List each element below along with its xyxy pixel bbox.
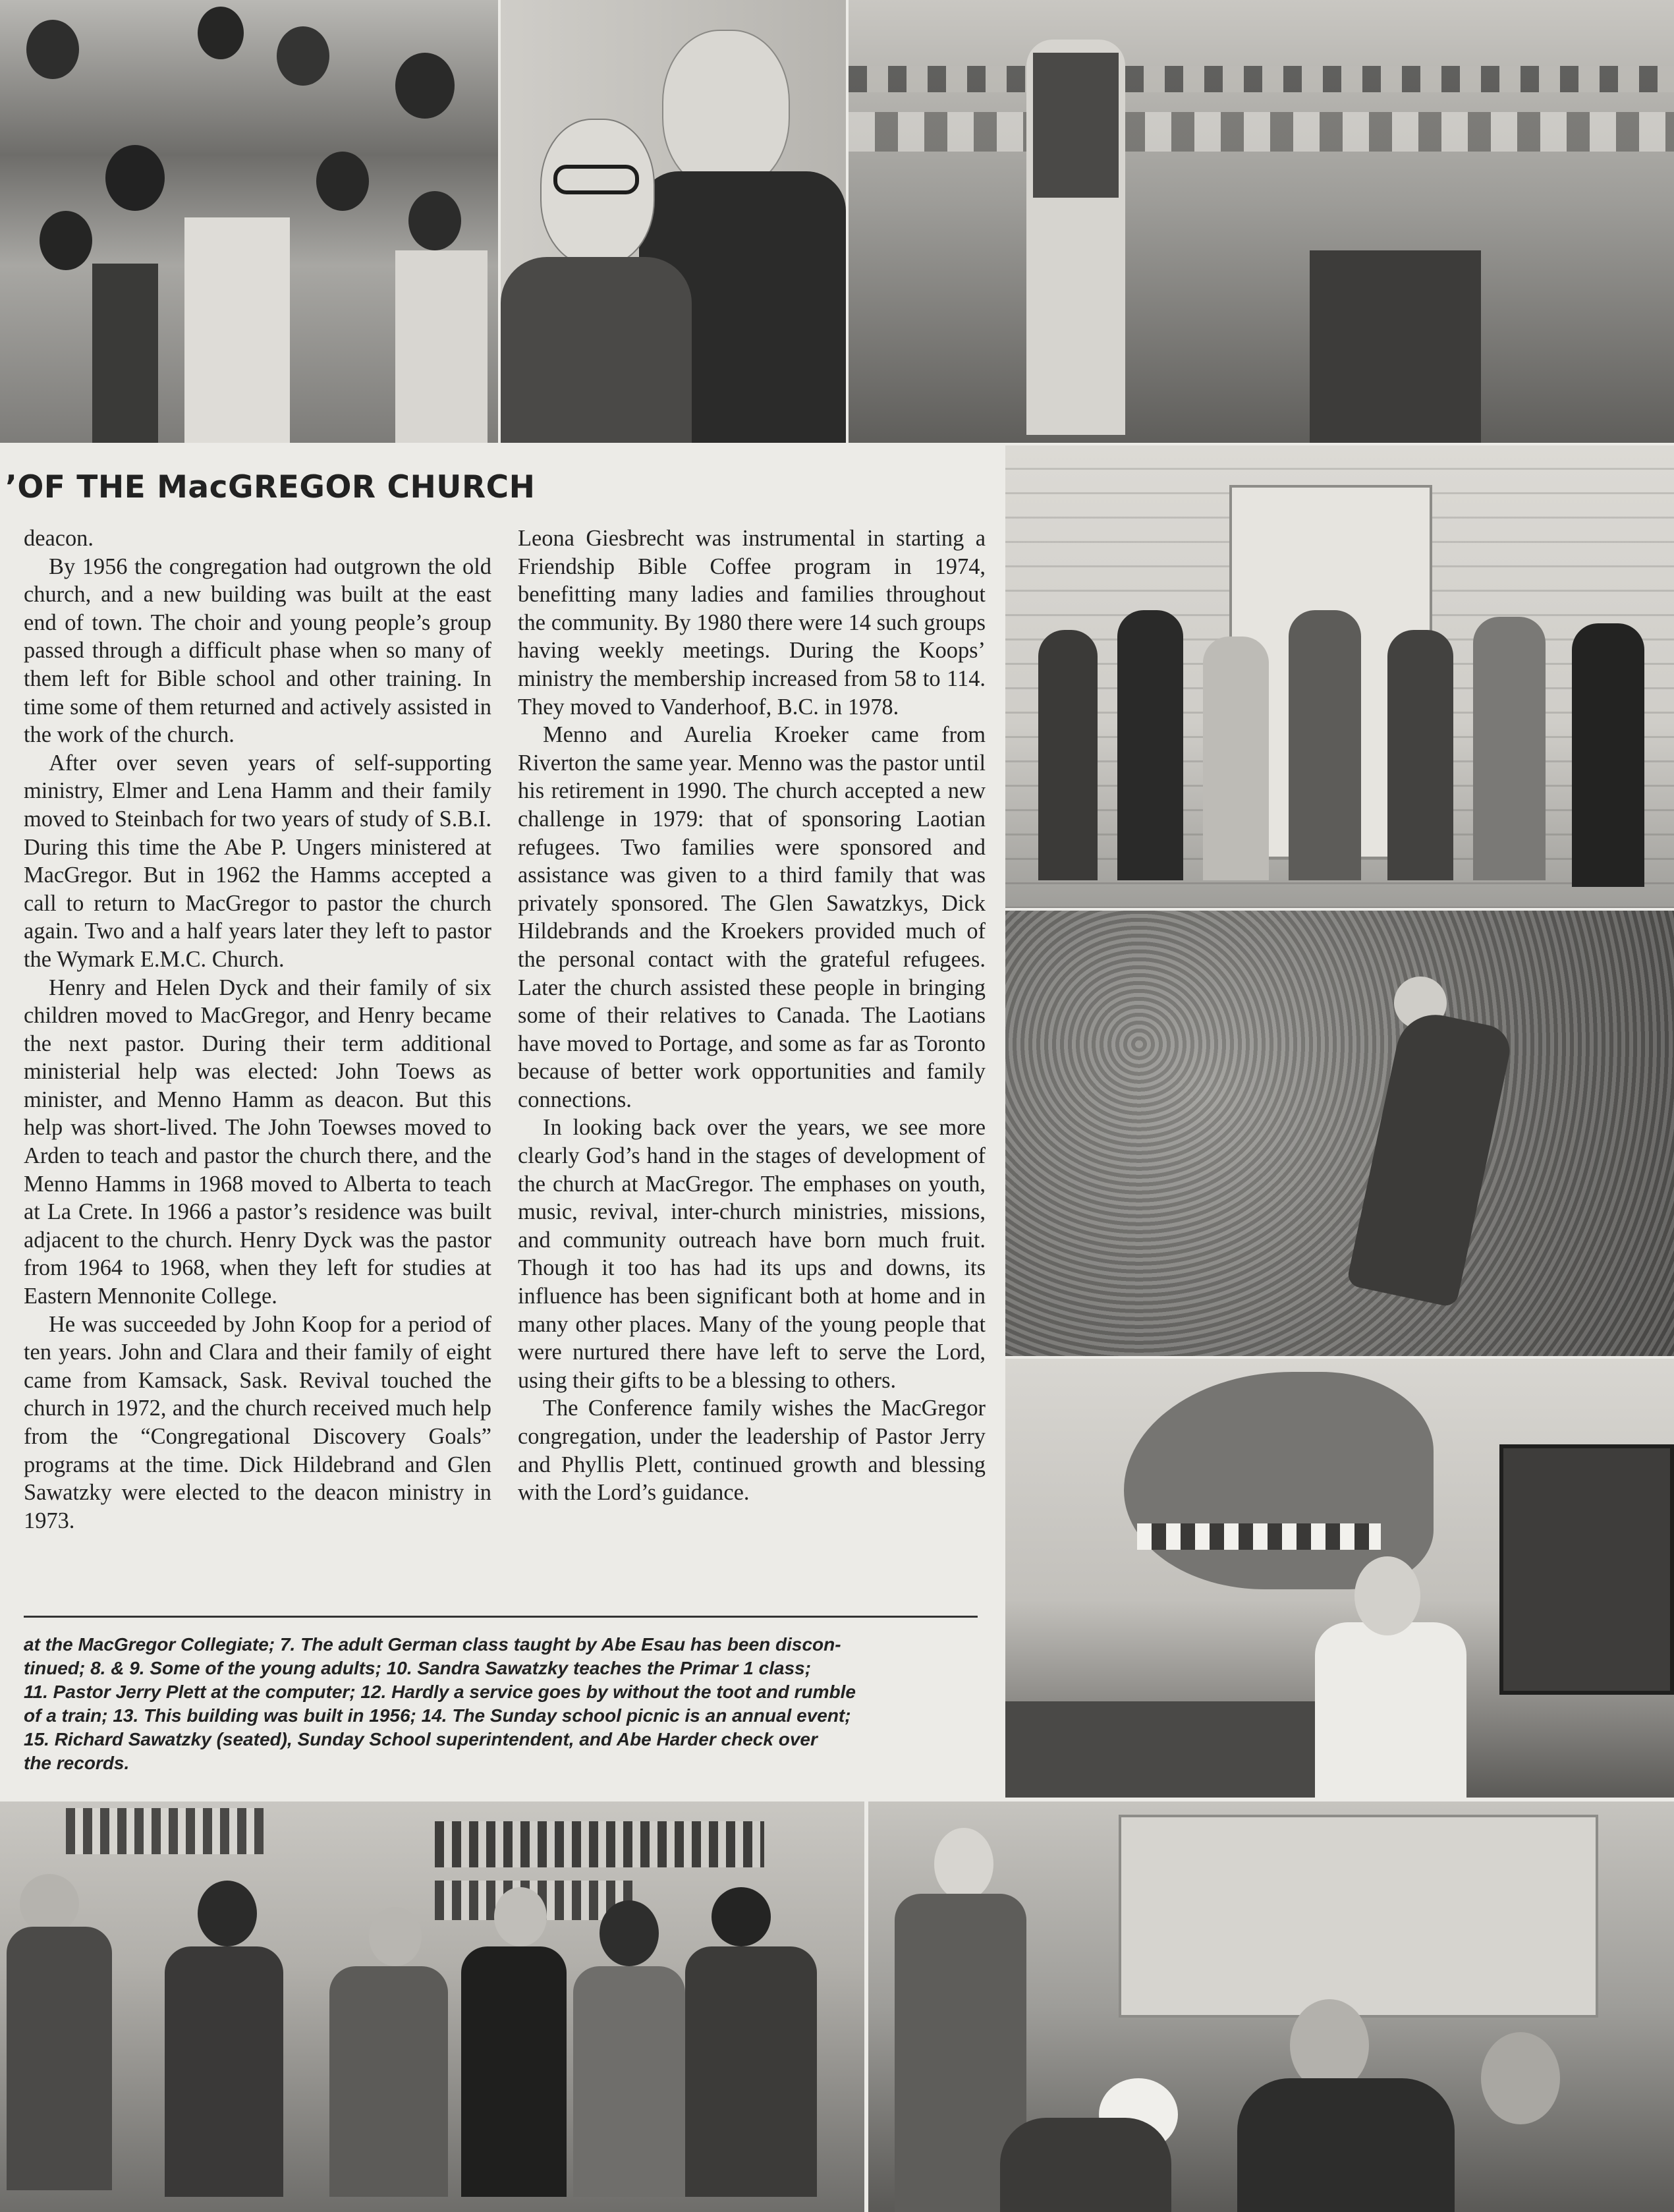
- caption-line: 11. Pastor Jerry Plett at the computer; 12. Hardly a service goes by without the toot and rumble: [24, 1682, 856, 1702]
- paragraph: The Conference family wishes the MacGregor congregation, under the leadership of Pastor Jerry and Phyllis Plett, continued growth and blessing with the Lord’s guidance.: [518, 1396, 986, 1506]
- paragraph: By 1956 the congregation had outgrown the old church, and a new building was built at the east end of town. The choir and young people’s group passed through a difficult phase when so many of them left for Bible school and other training. In time some of them returned and actively assisted in the work of the church.: [24, 553, 491, 748]
- caption-line: at the MacGregor Collegiate; 7. The adult German class taught by Abe Esau has been discon-: [24, 1634, 841, 1655]
- paragraph: In looking back over the years, we see more clearly God’s hand in the stages of development of the church at MacGregor. The emphases on youth, music, revival, inter-church ministries, missions, and community outreach have born much fruit. Though it too has had its ups and downs, its influence has been significant both at home and in many other places. Many of the young people that were nurtured there have left to serve the Lord, using their gifts to be a blessing to others.: [518, 1115, 986, 1393]
- caption-line: 15. Richard Sawatzky (seated), Sunday School superintendent, and Abe Harder check over: [24, 1729, 818, 1749]
- paragraph: Henry and Helen Dyck and their family of six children moved to MacGregor, and Henry became the next pastor. During their term additional ministerial help was elected: John Toews as minister, and Menno Hamm as deacon. But this help was short-lived. The John Toewses moved to Arden to teach and pastor the church there, and the Menno Hamms in 1968 moved to Alberta to teach at La Crete. In 1966 a pastor’s residence was built adjacent to the church. Henry Dyck was the pastor from 1964 to 1968, when they left for studies at Eastern Mennonite College.: [24, 975, 491, 1309]
- paragraph: Menno and Aurelia Kroeker came from Riverton the same year. Menno was the pastor until his retirement in 1990. The church accepted a new challenge in 1979: that of sponsoring Laotian refugees. Two families were sponsored and assistance was given to a third family that was privately sponsored. The Glen Sawatzkys, Dick Hildebrands and the Kroekers provided much of the personal contact with the grateful refugees. Later the church assisted these people in bringing some of their relatives to Canada. The Laotians have moved to Portage, and some as far as Toronto because of better work opportunities and family connections.: [518, 722, 986, 1112]
- paragraph: He was succeeded by John Koop for a period of ten years. John and Clara and their family of eight came from Kamsack, Sask. Revival touched the church in 1972, and the church received much help from the “Congregational Discovery Goals” programs at the time. Dick Hildebrand and Glen Sawatzky were elected to the deacon ministry in 1973.: [24, 1311, 491, 1533]
- photo-dinosaur-classroom: [1005, 1359, 1674, 1798]
- photo-children-group: [0, 0, 498, 443]
- paragraph: After over seven years of self-supporting ministry, Elmer and Lena Hamm and their family moved to Steinbach for two years of study of S.B.I. During this time the Abe P. Ungers ministered at MacGregor. But in 1962 the Hamms accepted a call to return to MacGregor to pastor the church again. Two and a half years later they left to pastor the Wymark E.M.C. Church.: [24, 750, 491, 972]
- photo-adult-class: [0, 1801, 864, 2212]
- photo-pastor-service: [868, 1801, 1674, 2212]
- article-column-right: [518, 525, 986, 1507]
- photo-man-on-gravel: [1005, 911, 1674, 1356]
- photo-choir: [849, 0, 1674, 443]
- paragraph: deacon.: [24, 526, 94, 551]
- paragraph: Leona Giesbrecht was instrumental in starting a Friendship Bible Coffee program in 1974, benefitting many ladies and families throughout the community. By 1980 there were 14 such groups having weekly meetings. During the Koops’ ministry the membership increased from 58 to 114. They moved to Vanderhoof, B.C. in 1978.: [518, 526, 986, 720]
- article-headline: ’OF THE MacGREGOR CHURCH: [5, 469, 536, 505]
- photo-church-leaders: [1005, 445, 1674, 908]
- photo-captions: [24, 1633, 1012, 1775]
- caption-line: tinued; 8. & 9. Some of the young adults; 10. Sandra Sawatzky teaches the Primar 1 class;: [24, 1658, 812, 1678]
- caption-line: of a train; 13. This building was built in 1956; 14. The Sunday school picnic is an annual event;: [24, 1705, 851, 1726]
- photo-elderly-couple: [501, 0, 846, 443]
- caption-line: the records.: [24, 1753, 130, 1773]
- article-column-left: [24, 525, 491, 1535]
- caption-divider: [24, 1616, 978, 1618]
